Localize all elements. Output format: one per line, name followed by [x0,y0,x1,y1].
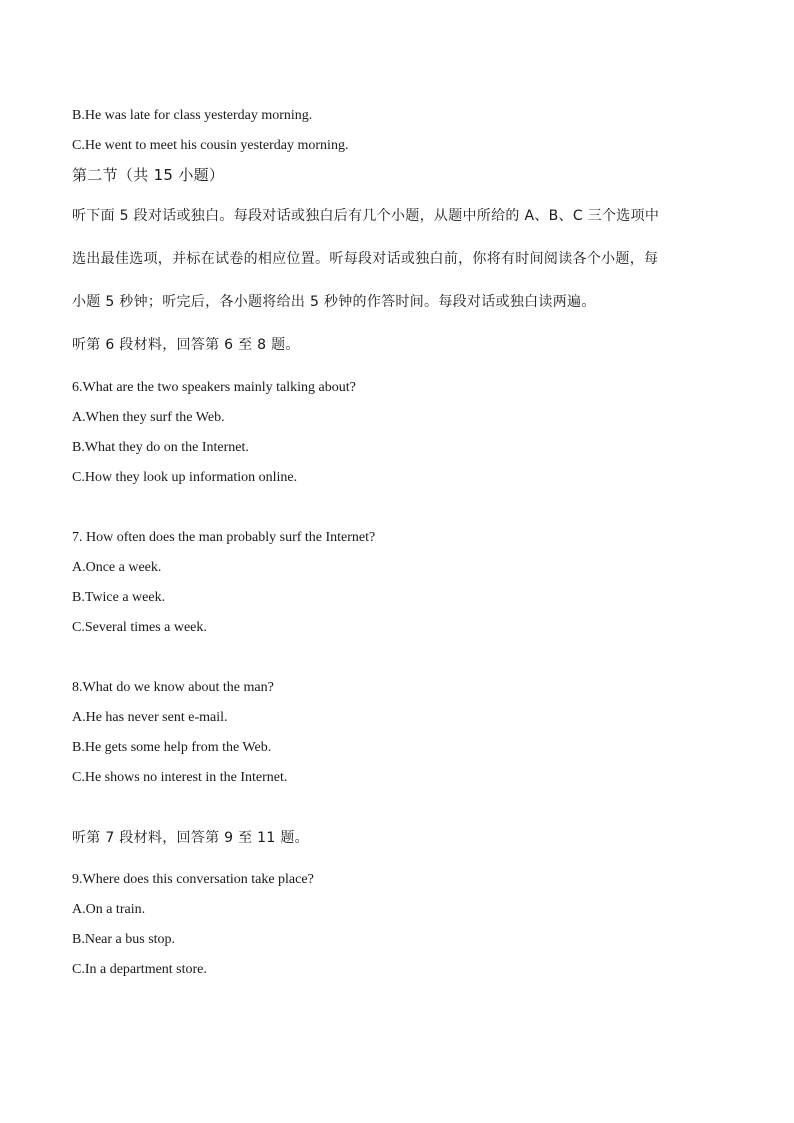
section-title: 第二节（共 15 小题） [72,166,225,184]
question-8-stem: 8.What do we know about the man? [72,680,274,695]
question-6-option-c: C.How they look up information online. [72,470,298,485]
material-6-heading: 听第 6 段材料，回答第 6 至 8 题。 [72,337,300,353]
question-6-option-b: B.What they do on the Internet. [72,440,249,455]
instruction-line-3: 小题 5 秒钟；听完后，各小题将给出 5 秒钟的作答时间。每段对话或独白读两遍。 [72,294,596,310]
question-8-option-b: B.He gets some help from the Web. [72,740,272,755]
instruction-line-1: 听下面 5 段对话或独白。每段对话或独白后有几个小题，从题中所给的 A、B、C 三个选项中 [72,208,660,224]
question-6-stem: 6.What are the two speakers mainly talking about? [72,380,356,395]
question-8-option-a: A.He has never sent e-mail. [72,710,228,725]
question-9-stem: 9.Where does this conversation take place? [72,872,314,887]
material-7-heading: 听第 7 段材料，回答第 9 至 11 题。 [72,830,309,846]
question-8-option-c: C.He shows no interest in the Internet. [72,770,288,785]
question-7-option-b: B.Twice a week. [72,590,166,605]
question-5-option-b: B.He was late for class yesterday morning. [72,108,313,123]
question-5-option-c: C.He went to meet his cousin yesterday morning. [72,138,349,153]
question-9-option-b: B.Near a bus stop. [72,932,176,947]
question-6-option-a: A.When they surf the Web. [72,410,225,425]
question-7-option-a: A.Once a week. [72,560,162,575]
question-7-stem: 7. How often does the man probably surf the Internet? [72,530,376,545]
question-7-option-c: C.Several times a week. [72,620,207,635]
question-9-option-c: C.In a department store. [72,962,207,977]
instruction-line-2: 选出最佳选项，并标在试卷的相应位置。听每段对话或独白前，你将有时间阅读各个小题，每 [72,251,659,267]
question-9-option-a: A.On a train. [72,902,146,917]
